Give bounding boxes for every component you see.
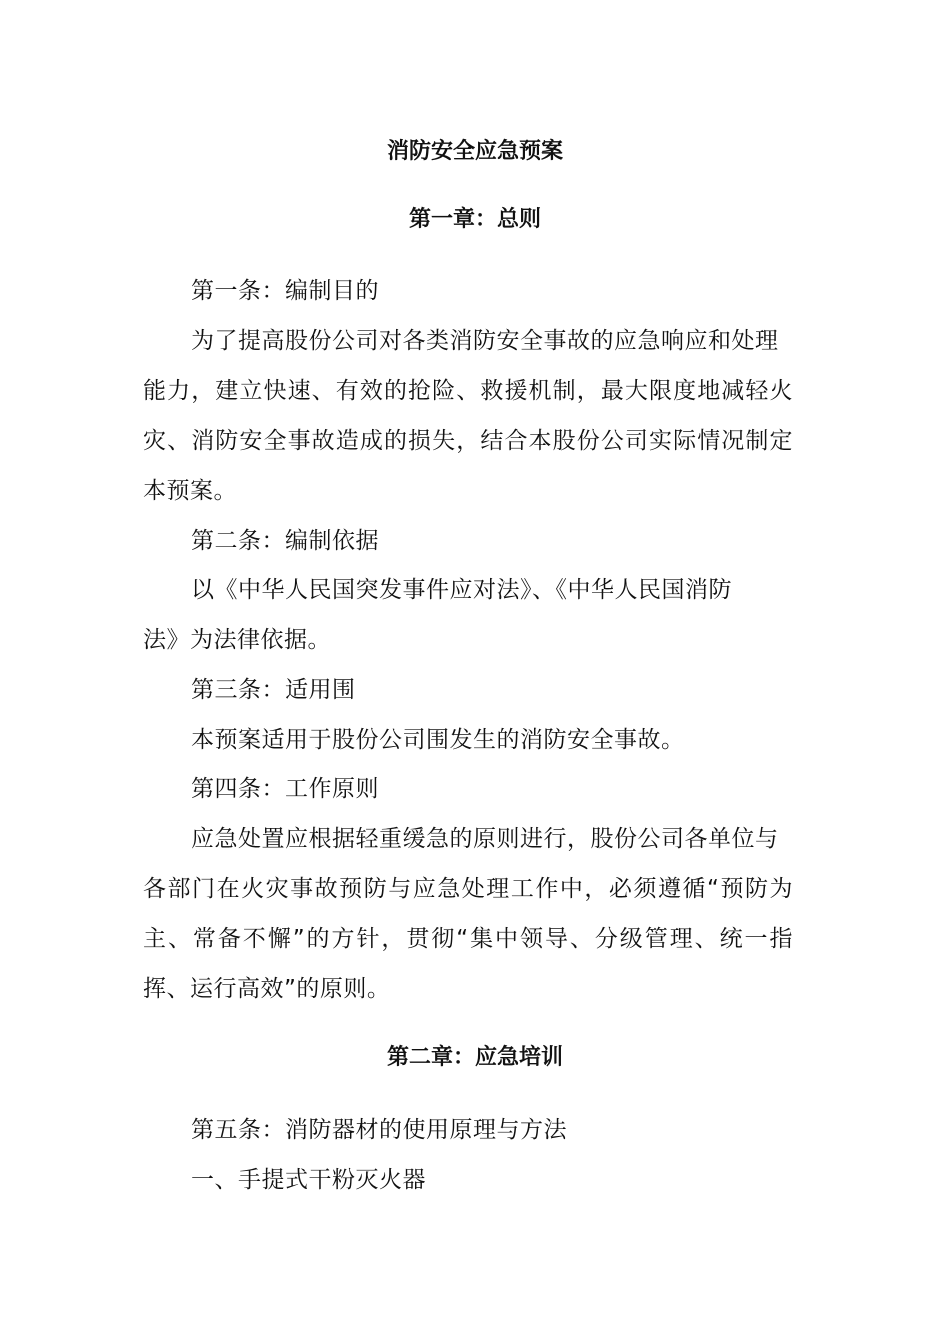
article-1-line-4: 本预案。 xyxy=(143,478,237,504)
article-1-line-1: 为了提高股份公司对各类消防安全事故的应急响应和处理 xyxy=(191,328,779,354)
document-title: 消防安全应急预案 xyxy=(386,139,563,164)
article-4-line-2: 各部门在火灾事故预防与应急处理工作中，必须遵循“预防为 xyxy=(143,876,793,902)
article-2-line-1: 以《中华人民国突发事件应对法》、《中华人民国消防 xyxy=(191,577,732,603)
article-4-line-3: 主、常备不懈”的方针，贯彻“集中领导、分级管理、统一指 xyxy=(143,926,793,952)
chapter-1-heading: 第一章：总则 xyxy=(408,207,541,232)
article-1-line-2: 能力，建立快速、有效的抢险、救援机制，最大限度地减轻火 xyxy=(143,378,793,404)
article-1-heading: 第一条：编制目的 xyxy=(191,278,379,304)
article-3-line-1: 本预案适用于股份公司围发生的消防安全事故。 xyxy=(191,727,685,753)
chapter-2-heading: 第二章：应急培训 xyxy=(386,1045,563,1070)
item-1-heading: 一、手提式干粉灭火器 xyxy=(191,1167,426,1193)
article-4-heading: 第四条：工作原则 xyxy=(191,776,379,802)
article-4-line-1: 应急处置应根据轻重缓急的原则进行，股份公司各单位与 xyxy=(191,826,779,852)
article-2-heading: 第二条：编制依据 xyxy=(191,528,379,554)
article-3-heading: 第三条：适用围 xyxy=(191,677,356,703)
article-5-heading: 第五条：消防器材的使用原理与方法 xyxy=(191,1117,567,1143)
article-2-line-2: 法》为法律依据。 xyxy=(143,627,331,653)
article-4-line-4: 挥、运行高效”的原则。 xyxy=(143,976,391,1002)
article-1-line-3: 灾、消防安全事故造成的损失，结合本股份公司实际情况制定 xyxy=(143,428,793,454)
